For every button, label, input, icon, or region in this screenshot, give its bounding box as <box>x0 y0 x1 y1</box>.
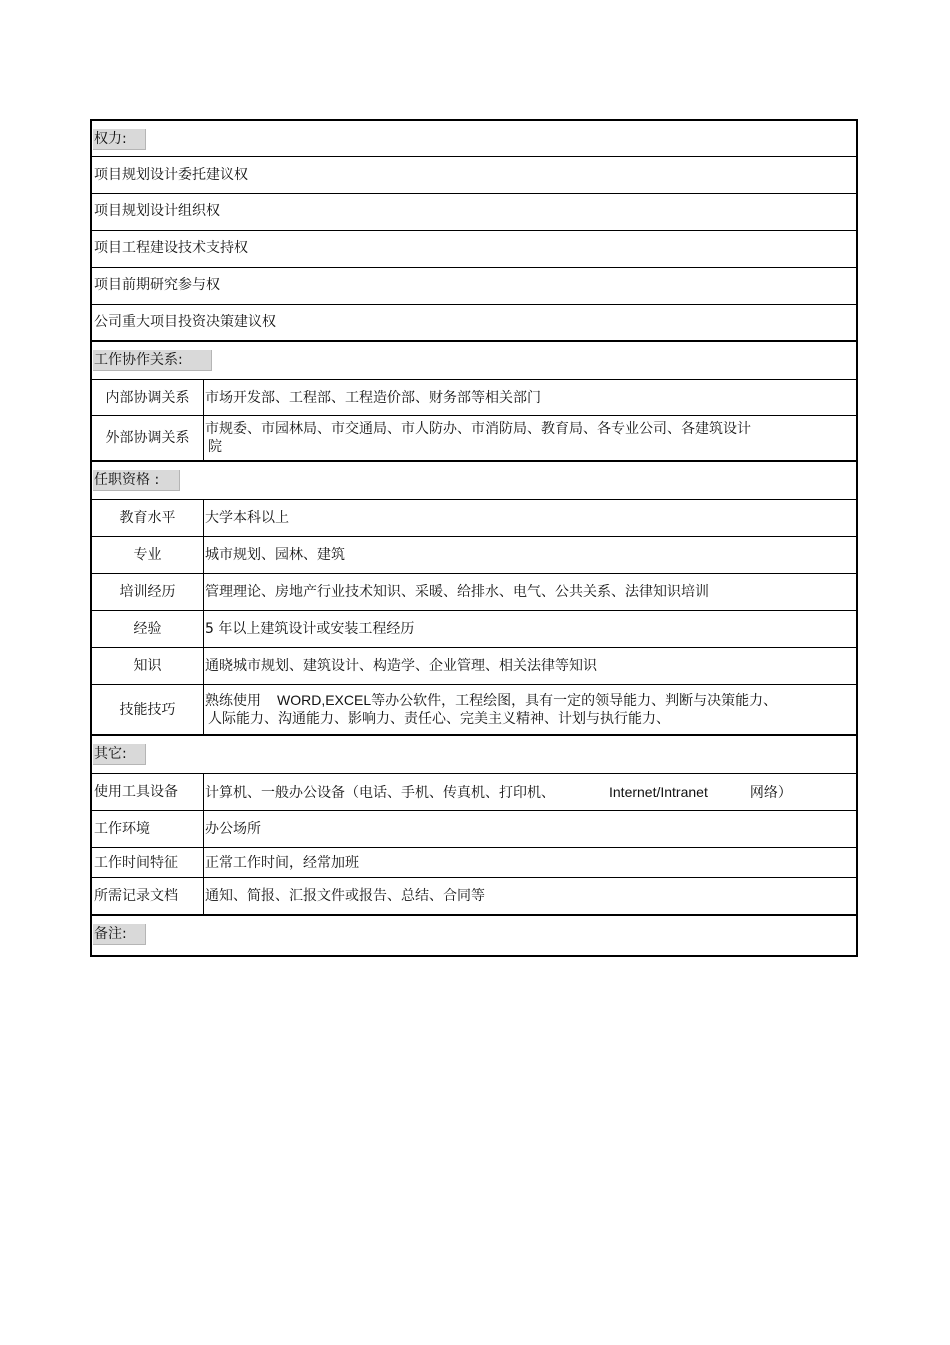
skills-line: 人际能力、沟通能力、影响力、责任心、完美主义精神、计划与执行能力、 <box>208 711 670 727</box>
qualification-value <box>205 611 854 647</box>
tools-row <box>90 774 858 811</box>
qualification-label: 培训经历 <box>92 574 204 610</box>
remarks-row <box>90 916 858 957</box>
skills-text: 等办公软件，工程绘图，具有一定的领导能力、判断与决策能力、 <box>371 693 778 709</box>
job-description-table <box>90 119 858 957</box>
internal-relations-value <box>205 380 854 415</box>
external-relations-line: 市规委、市园林局、市交通局、市人防办、市消防局、教育局、各专业公司、各建筑设计 <box>205 421 751 437</box>
tools-text: 计算机、一般办公设备（电话、手机、传真机、打印机、 <box>205 784 555 801</box>
qualification-value <box>205 574 854 610</box>
skills-text: 熟练使用 <box>205 693 261 709</box>
qualification-value <box>205 537 854 573</box>
relations-header: 工作协作关系: <box>93 350 212 371</box>
tools-network: Internet/Intranet <box>609 783 708 800</box>
skills-value <box>205 685 854 734</box>
power-row <box>90 194 858 231</box>
environment-label: 工作环境 <box>92 811 204 847</box>
qualification-label: 知识 <box>92 648 204 684</box>
qualifications-header: 任职资格 : <box>93 470 180 491</box>
skills-line <box>205 691 854 710</box>
power-item: 公司重大项目投资决策建议权 <box>94 314 276 330</box>
tools-value <box>205 774 854 810</box>
qualification-row <box>90 574 858 611</box>
other-header: 其它: <box>93 744 146 765</box>
environment-row <box>90 811 858 848</box>
qualification-row <box>90 537 858 574</box>
power-item: 项目规划设计组织权 <box>94 203 220 219</box>
tools-text: 网络） <box>749 784 792 801</box>
documents-label: 所需记录文档 <box>92 878 204 914</box>
qualification-label: 教育水平 <box>92 500 204 536</box>
power-item: 项目规划设计委托建议权 <box>94 167 248 183</box>
skills-label: 技能技巧 <box>92 685 204 734</box>
external-relations-label: 外部协调关系 <box>92 416 204 460</box>
qualification-text: 城市规划、园林、建筑 <box>205 547 345 563</box>
skills-row <box>90 685 858 736</box>
documents-value <box>205 878 854 914</box>
power-item: 项目工程建设技术支持权 <box>94 240 248 256</box>
other-header-row <box>90 736 858 774</box>
environment-value <box>205 811 854 847</box>
power-item: 项目前期研究参与权 <box>94 277 220 293</box>
qualification-label: 经验 <box>92 611 204 647</box>
external-relations-value <box>205 416 854 460</box>
qualification-value <box>205 648 854 684</box>
relation-row-external <box>90 416 858 462</box>
qualification-value <box>205 500 854 536</box>
qualifications-header-row <box>90 462 858 500</box>
remarks-header: 备注: <box>93 924 146 945</box>
documents-row <box>90 878 858 916</box>
qualification-label: 专业 <box>92 537 204 573</box>
environment-text: 办公场所 <box>205 821 261 837</box>
qualification-row <box>90 500 858 537</box>
qualification-text: 大学本科以上 <box>205 510 289 526</box>
relation-row-internal <box>90 380 858 416</box>
power-row <box>90 305 858 342</box>
power-row <box>90 231 858 268</box>
qualification-text: 通晓城市规划、建筑设计、构造学、企业管理、相关法律等知识 <box>205 658 597 674</box>
qualification-text: 管理理论、房地产行业技术知识、采暖、给排水、电气、公共关系、法律知识培训 <box>205 584 709 600</box>
work-time-text: 正常工作时间，经常加班 <box>205 854 359 871</box>
tools-line <box>205 783 854 802</box>
work-time-value <box>205 848 854 877</box>
work-time-row <box>90 848 858 878</box>
powers-header: 权力: <box>93 129 146 150</box>
qualification-row <box>90 611 858 648</box>
skills-software: WORD,EXCEL <box>277 692 372 708</box>
external-relations-line: 院 <box>208 439 222 455</box>
tools-label: 使用工具设备 <box>92 774 204 810</box>
power-row <box>90 157 858 194</box>
qualification-text: 5 年以上建筑设计或安装工程经历 <box>205 621 415 637</box>
powers-header-row <box>90 119 858 157</box>
documents-text: 通知、简报、汇报文件或报告、总结、合同等 <box>205 888 485 904</box>
internal-relations-text: 市场开发部、工程部、工程造价部、财务部等相关部门 <box>205 389 541 406</box>
work-time-label: 工作时间特征 <box>92 848 204 877</box>
qualification-row <box>90 648 858 685</box>
power-row <box>90 268 858 305</box>
relations-header-row <box>90 342 858 380</box>
internal-relations-label: 内部协调关系 <box>92 380 204 415</box>
